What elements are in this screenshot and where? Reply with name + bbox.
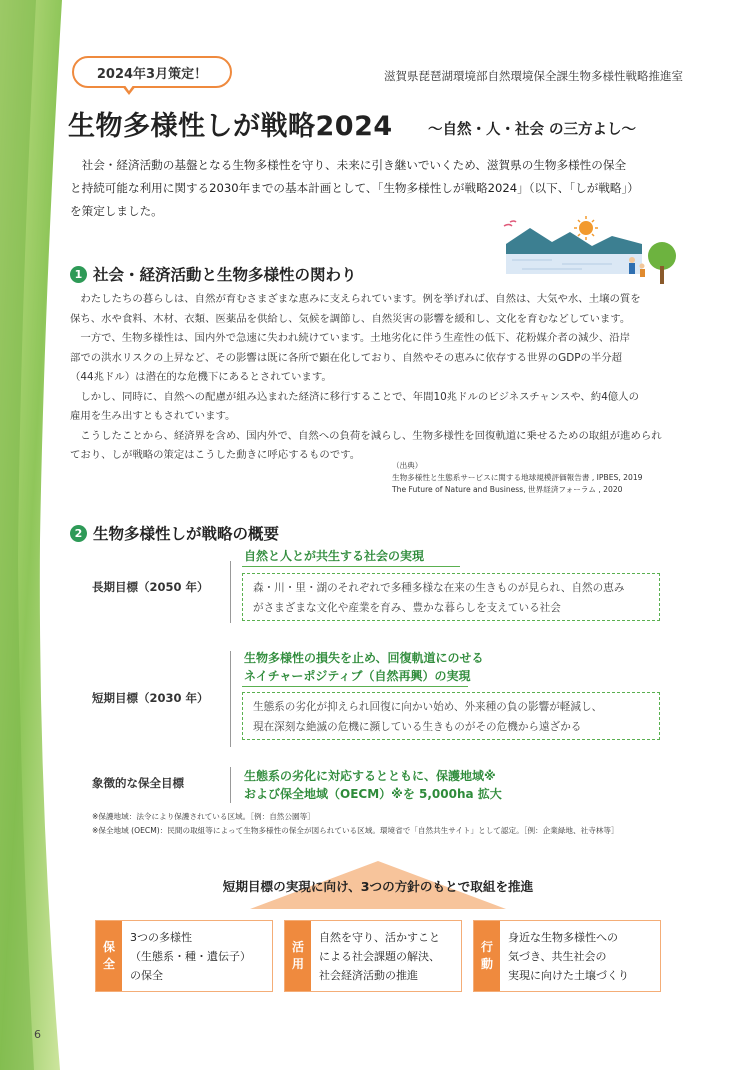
page-number: 6 xyxy=(34,1028,41,1041)
body-line: しかし、同時に、自然への配慮が組み込まれた経済に移行することで、年間10兆ドルのビジネスチャンスや、約4億人の xyxy=(80,390,639,403)
long-term-underline xyxy=(242,566,460,567)
policy-card-action xyxy=(473,920,661,992)
symbolic-target-line-1: 生態系の劣化に対応するとともに、保護地域※ xyxy=(244,769,496,783)
policy-tag-char: 活 xyxy=(291,940,304,954)
landscape-illustration xyxy=(492,214,684,290)
badge-text: 2024年3月策定！ xyxy=(96,66,208,82)
strategy-date-badge xyxy=(72,56,232,88)
department-name: 滋賀県琵琶湖環境部自然環境保全課生物多様性戦略推進室 xyxy=(384,69,683,83)
short-term-underline xyxy=(242,686,468,687)
short-term-desc-line: 現在深刻な絶滅の危機に瀕している生きものがその危機から遠ざかる xyxy=(253,720,582,733)
policy-tag xyxy=(96,921,122,991)
policy-tag-char: 全 xyxy=(102,957,115,971)
source-label: （出典） xyxy=(392,461,423,470)
section2-heading xyxy=(70,522,279,544)
policy-line: 気づき、共生社会の xyxy=(508,949,607,963)
intro-line: 社会・経済活動の基盤となる生物多様性を守り、未来に引き継いでいくため、滋賀県の生物多様性の保全 xyxy=(81,158,627,172)
policy-text xyxy=(311,921,448,991)
section2-heading-text: 生物多様性しが戦略の概要 xyxy=(93,525,280,543)
body-line: わたしたちの暮らしは、自然が育むさまざまな恵みに支えられています。例を挙げれば、自然は、大気や水、土壌の質を xyxy=(80,293,641,305)
policy-card-utilization xyxy=(284,920,462,992)
long-term-desc-line: がさまざまな文化や産業を育み、豊かな暮らしを支えている社会 xyxy=(253,601,561,614)
symbolic-target-label: 象徴的な保全目標 xyxy=(92,776,184,790)
source-ipbes: 生物多様性と生態系サービスに関する地球規模評価報告書 , IPBES, 2019 xyxy=(392,473,643,482)
long-term-divider xyxy=(230,561,231,623)
long-term-desc-line: 森・川・里・湖のそれぞれで多種多様な在来の生きものが見られ、自然の恵み xyxy=(253,582,625,594)
policy-line: による社会課題の解決、 xyxy=(319,949,440,963)
policy-tag-char: 行 xyxy=(480,940,493,954)
long-term-title: 自然と人とが共生する社会の実現 xyxy=(244,549,425,563)
body-line: こうしたことから、経済界を含め、国内外で、自然への負荷を減らし、生物多様性を回復軌道に乗せるための取組が進められ xyxy=(80,429,662,442)
policy-line: 実現に向けた土壌づくり xyxy=(508,968,629,982)
short-term-title-2: ネイチャーポジティブ（自然再興）の実現 xyxy=(244,669,471,683)
policy-line: 自然を守り、活かすこと xyxy=(319,930,440,944)
body-line: 部での洪水リスクの上昇など、その影響は既に各所で顕在化しており、自然やその恵みに依存する世界のGDPの半分超 xyxy=(70,351,623,364)
policy-tag-char: 保 xyxy=(102,940,115,954)
intro-paragraph xyxy=(70,154,685,223)
body-line: 一方で、生物多様性は、国内外で急速に失われ続けています。土地劣化に伴う生産性の低下、花粉媒介者の減少、沿岸 xyxy=(80,332,631,344)
policy-line: 3つの多様性 xyxy=(130,930,192,944)
section1-body xyxy=(70,290,688,466)
page-subtitle: ～自然・人・社会 の三方よし～ xyxy=(428,121,637,138)
policy-line: 社会経済活動の推進 xyxy=(319,968,418,982)
short-term-description-box xyxy=(242,692,660,740)
intro-line: を策定しました。 xyxy=(70,204,163,218)
body-line: （44兆ドル）は潜在的な危機下にあるとされています。 xyxy=(70,371,332,383)
body-line: 雇用を生み出すともされています。 xyxy=(70,410,236,422)
short-term-divider xyxy=(230,651,231,747)
policy-text xyxy=(500,921,637,991)
policy-text xyxy=(122,921,259,991)
policy-heading: 短期目標の実現に向け、3つの方針のもとで取組を推進 xyxy=(222,879,534,894)
policy-card-conservation xyxy=(95,920,273,992)
section1-number: 1 xyxy=(70,266,87,283)
badge-tail-inner xyxy=(124,84,134,91)
policy-line: 身近な生物多様性への xyxy=(508,930,618,944)
intro-line: と持続可能な利用に関する2030年までの基本計画として、「生物多様性しが戦略2024」（以下、「しが戦略」） xyxy=(70,181,639,195)
short-term-desc-line: 生態系の劣化が抑えられ回復に向かい始め、外来種の負の影響が軽減し、 xyxy=(253,701,603,713)
policy-line: （生態系・種・遺伝子） xyxy=(130,949,251,963)
section1-heading-text: 社会・経済活動と生物多様性の関わり xyxy=(93,266,357,284)
policy-tag-char: 用 xyxy=(291,957,304,971)
footnote-oecm: ※保全地域 (OECM)：民間の取組等によって生物多様性の保全が図られている区域。環境省で「自然共生サイト」として認定。［例：企業緑地、社寺林等］ xyxy=(92,826,619,835)
long-term-description-box xyxy=(242,573,660,621)
body-line: ており、しが戦略の策定はこうした動きに呼応するものです。 xyxy=(70,449,361,461)
symbolic-target-divider xyxy=(230,767,231,803)
short-term-title-1: 生物多様性の損失を止め、回復軌道にのせる xyxy=(244,651,484,665)
footnote-protected-area: ※保護地域：法令により保護されている区域。［例：自然公園等］ xyxy=(92,812,315,821)
symbolic-target-line-2: および保全地域（OECM）※を 5,000ha 拡大 xyxy=(244,787,502,801)
source-citations xyxy=(392,460,642,496)
section1-heading xyxy=(70,263,357,285)
body-line: 保ち、水や食料、木材、衣類、医薬品を供給し、気候を調節し、自然災害の影響を緩和し、文化を育むなどしています。 xyxy=(70,312,631,325)
policy-tag xyxy=(474,921,500,991)
policy-line: の保全 xyxy=(130,968,163,982)
short-term-label: 短期目標（2030 年） xyxy=(92,691,209,705)
long-term-label: 長期目標（2050 年） xyxy=(92,580,209,594)
section2-number: 2 xyxy=(70,525,87,542)
policy-tag-char: 動 xyxy=(480,957,493,971)
policy-tag xyxy=(285,921,311,991)
source-wef: The Future of Nature and Business, 世界経済フォーラム , 2020 xyxy=(392,485,623,494)
page-title: 生物多様性しが戦略2024 xyxy=(68,111,393,142)
